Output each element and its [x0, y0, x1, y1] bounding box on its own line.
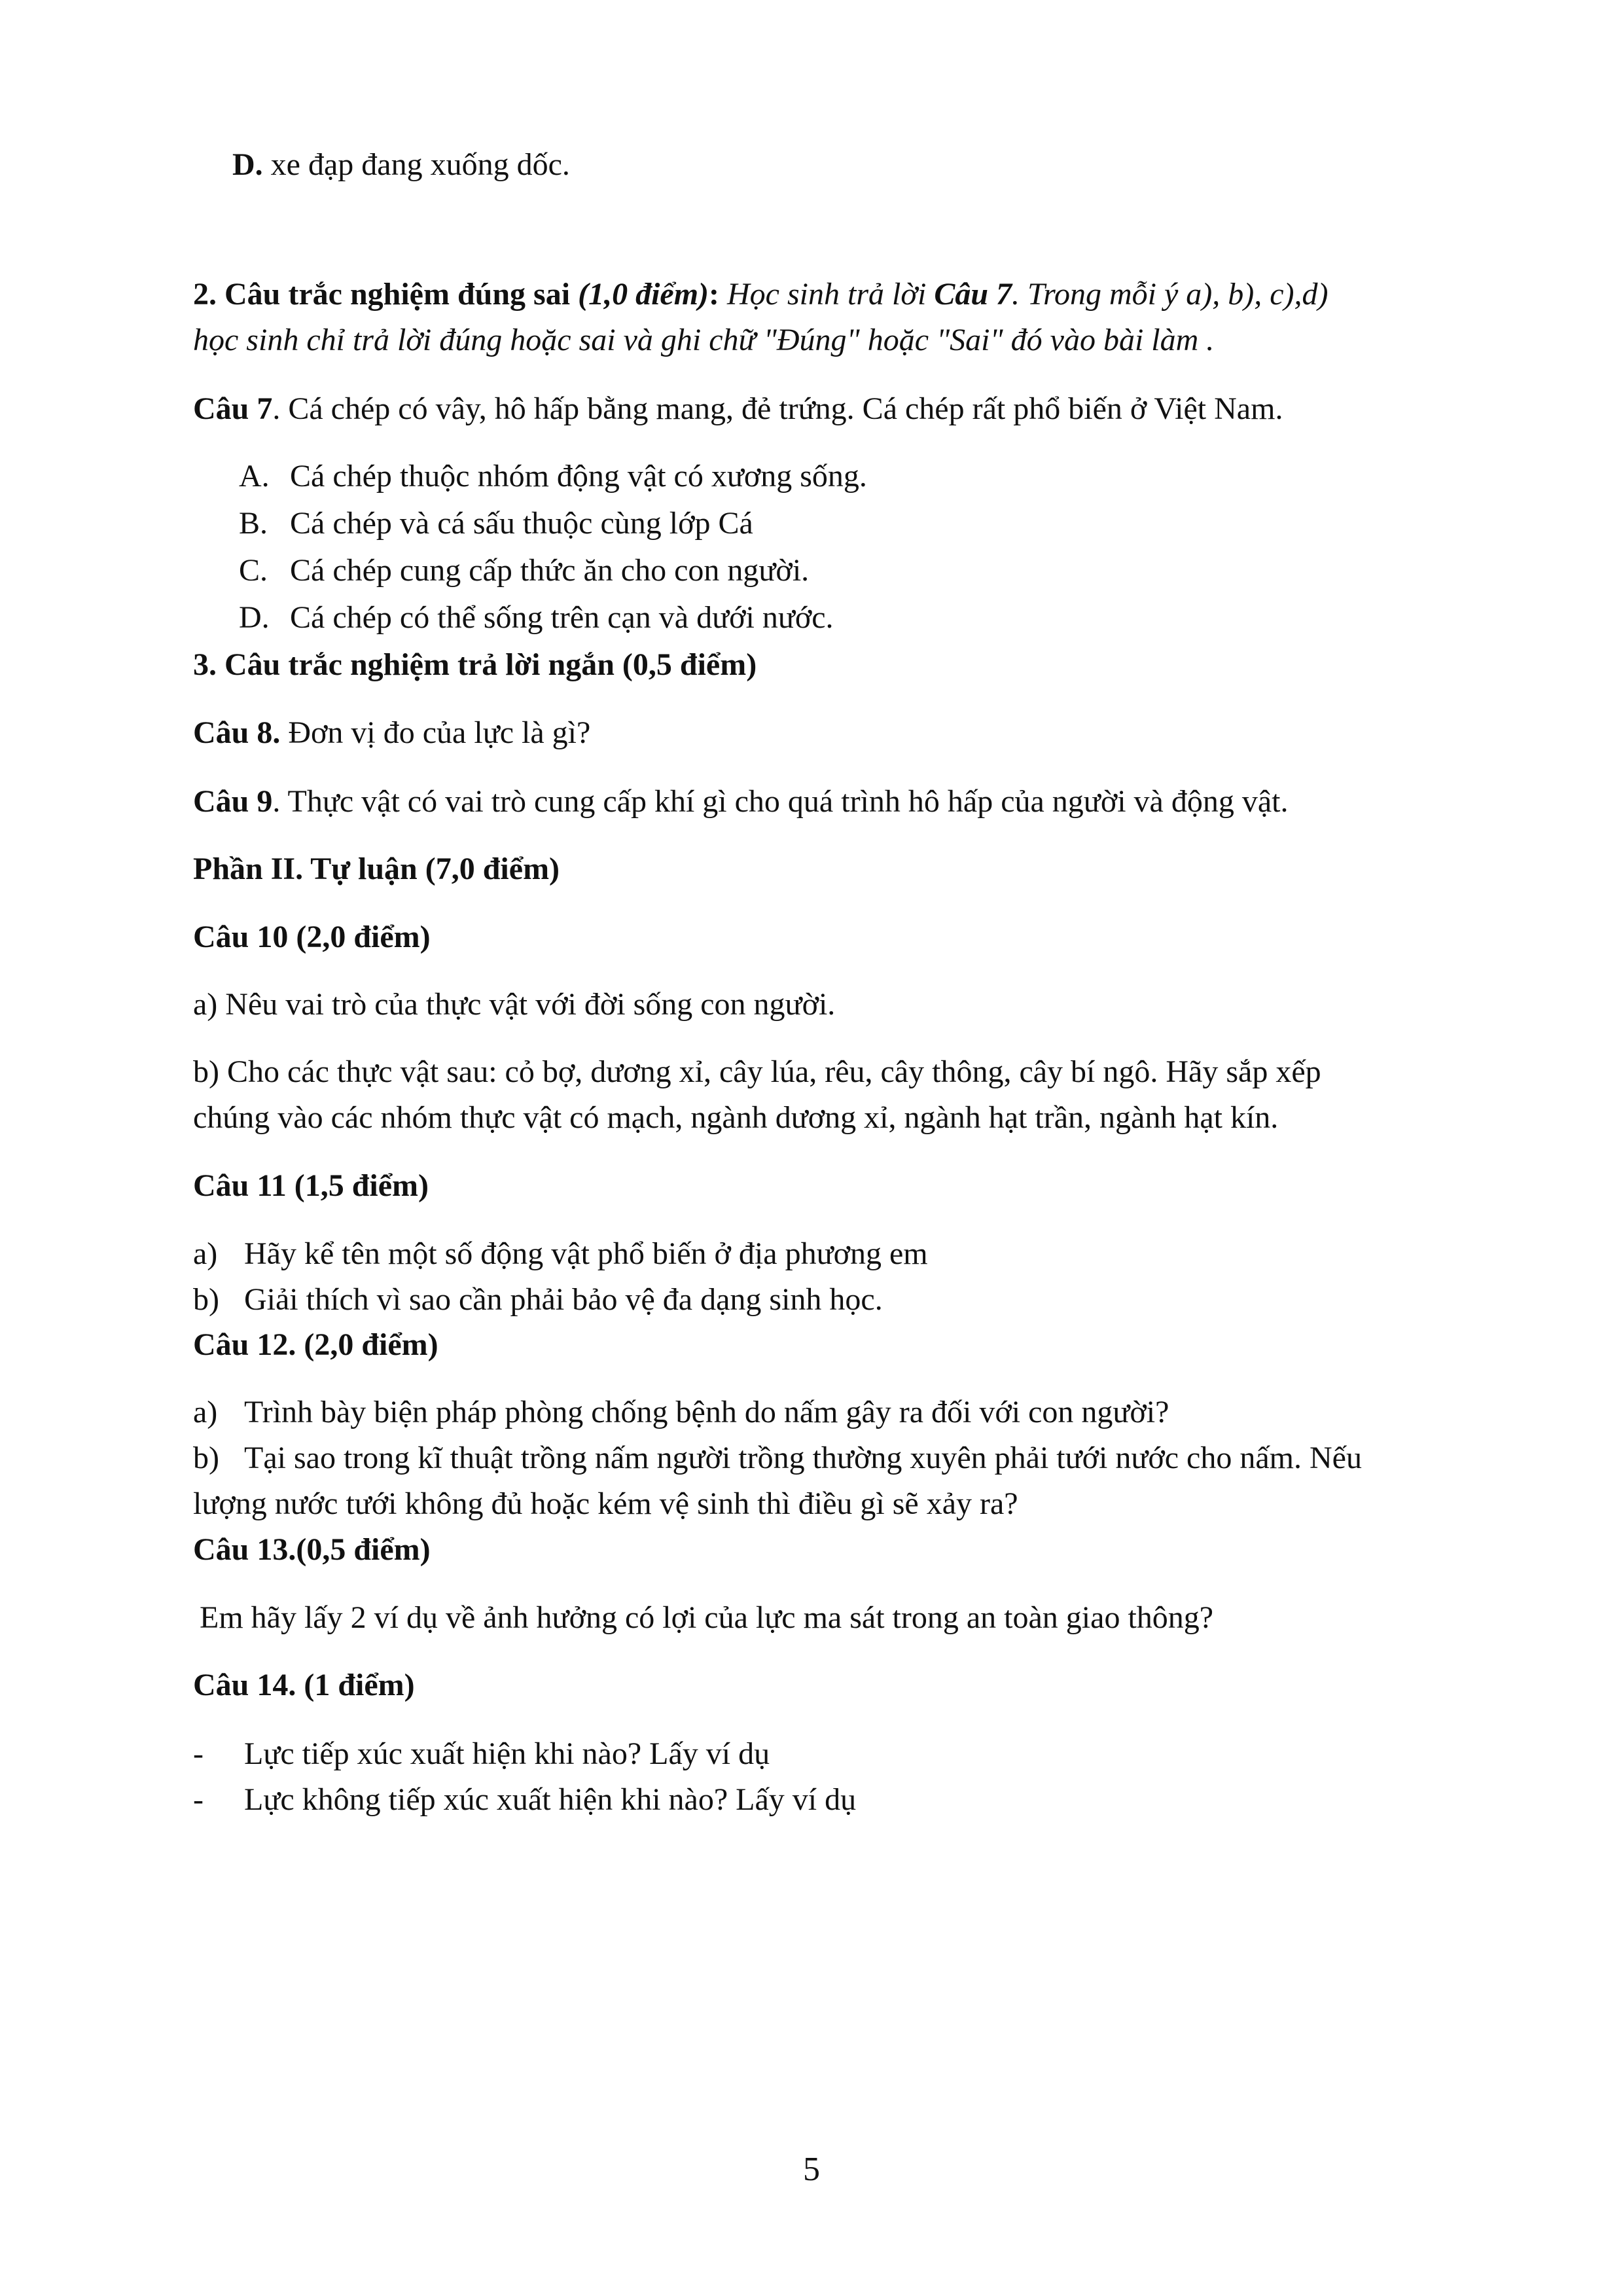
question-8: Câu 8. Đơn vị đo của lực là gì? — [193, 715, 591, 750]
question-11-b: b) Giải thích vì sao cần phải bảo vệ đa dạng sinh học. — [193, 1282, 883, 1317]
question-11-a: a) Hãy kể tên một số động vật phổ biến ở địa phương em — [193, 1236, 928, 1271]
q7-option-d: D. Cá chép có thể sống trên cạn và dưới nước. — [239, 600, 834, 635]
question-14-title: Câu 14. (1 điểm) — [193, 1668, 415, 1702]
question-10-b-line1: b) Cho các thực vật sau: cỏ bợ, dương xỉ, cây lúa, rêu, cây thông, cây bí ngô. Hãy sắp xếp — [193, 1054, 1321, 1089]
question-10-b-line2: chúng vào các nhóm thực vật có mạch, ngành dương xỉ, ngành hạt trần, ngành hạt kín. — [193, 1100, 1279, 1135]
question-12-a: a) Trình bày biện pháp phòng chống bệnh do nấm gây ra đối với con người? — [193, 1395, 1169, 1429]
option-text: xe đạp đang xuống dốc. — [262, 147, 570, 182]
section-3-heading: 3. Câu trắc nghiệm trả lời ngắn (0,5 điểm) — [193, 647, 757, 682]
section-2-instruction: học sinh chỉ trả lời đúng hoặc sai và ghi chữ "Đúng" hoặc "Sai" đó vào bài làm . — [193, 323, 1215, 357]
question-11-title: Câu 11 (1,5 điểm) — [193, 1168, 429, 1203]
part-2-heading: Phần II. Tự luận (7,0 điểm) — [193, 852, 560, 886]
question-12-title: Câu 12. (2,0 điểm) — [193, 1327, 438, 1362]
option-label: D. — [232, 147, 263, 182]
question-10-a: a) Nêu vai trò của thực vật với đời sống con người. — [193, 987, 836, 1022]
question-10-title: Câu 10 (2,0 điểm) — [193, 920, 431, 954]
question-13-title: Câu 13.(0,5 điểm) — [193, 1532, 431, 1567]
question-7: Câu 7. Cá chép có vây, hô hấp bằng mang, đẻ trứng. Cá chép rất phổ biến ở Việt Nam. — [193, 391, 1283, 426]
page-number: 5 — [803, 2151, 820, 2188]
q7-option-b: B. Cá chép và cá sấu thuộc cùng lớp Cá — [239, 506, 753, 541]
question-13-text: Em hãy lấy 2 ví dụ về ảnh hưởng có lợi của lực ma sát trong an toàn giao thông? — [200, 1600, 1214, 1635]
q7-option-a: A. Cá chép thuộc nhóm động vật có xương sống. — [239, 459, 867, 493]
question-14-item-2: - Lực không tiếp xúc xuất hiện khi nào? Lấy ví dụ — [193, 1782, 857, 1817]
question-9: Câu 9. Thực vật có vai trò cung cấp khí gì cho quá trình hô hấp của người và động vật. — [193, 784, 1289, 819]
q7-option-c: C. Cá chép cung cấp thức ăn cho con người. — [239, 553, 810, 588]
question-14-item-1: - Lực tiếp xúc xuất hiện khi nào? Lấy ví dụ — [193, 1736, 770, 1771]
question-12-b-line2: lượng nước tưới không đủ hoặc kém vệ sinh thì điều gì sẽ xảy ra? — [193, 1486, 1018, 1521]
section-2-heading: 2. Câu trắc nghiệm đúng sai (1,0 điểm): Học sinh trả lời Câu 7. Trong mỗi ý a), b), c),d) — [193, 277, 1329, 312]
question-12-b-line1: b) Tại sao trong kĩ thuật trồng nấm người trồng thường xuyên phải tưới nước cho nấm. Nếu — [193, 1441, 1362, 1475]
option-d-continuation — [232, 145, 570, 185]
